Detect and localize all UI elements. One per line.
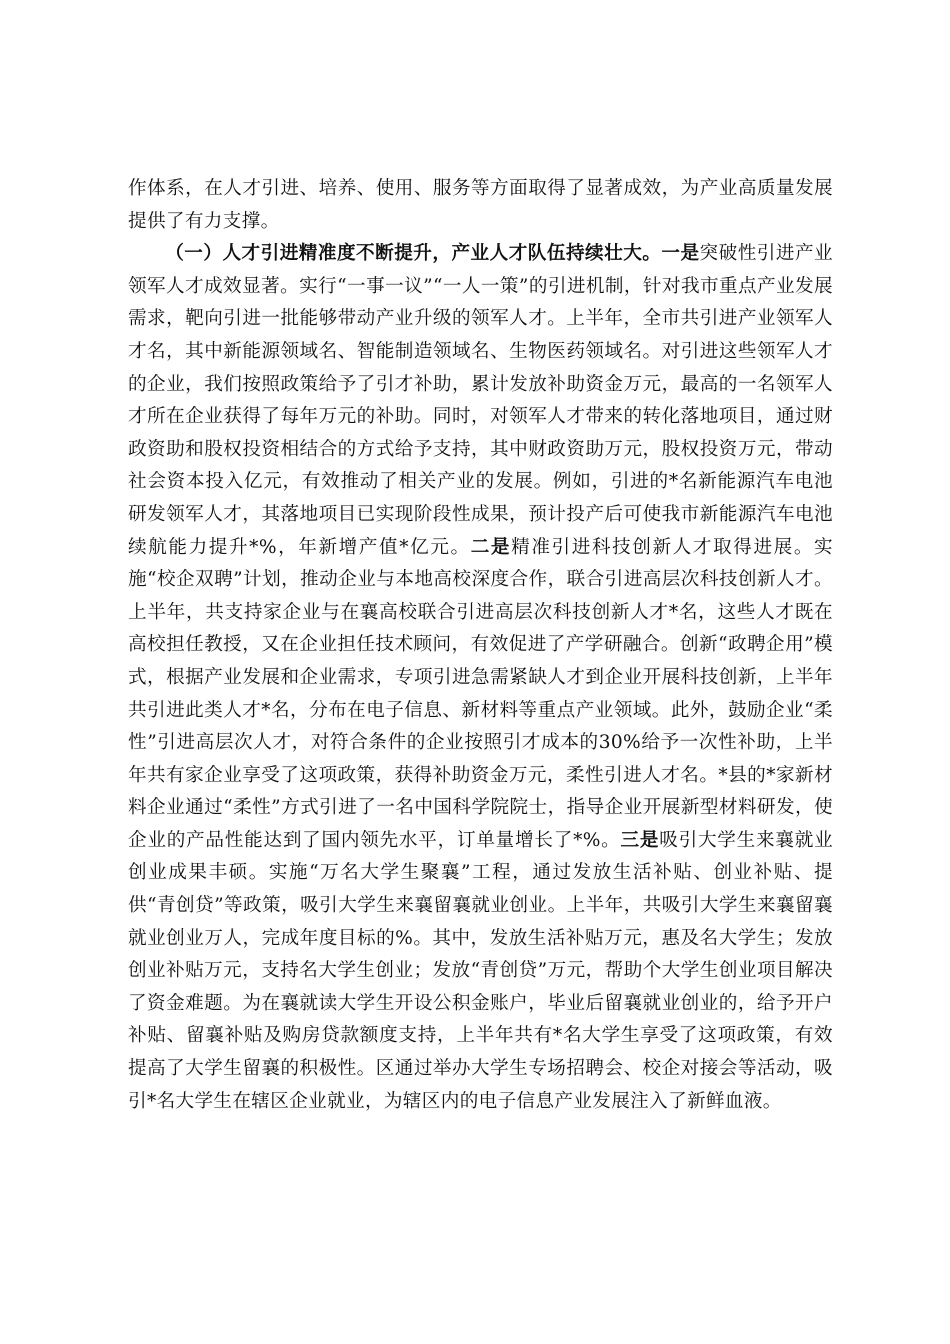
point-3-label: 三是 xyxy=(620,829,660,851)
document-page xyxy=(128,173,833,1118)
point-2-label: 二是 xyxy=(470,536,512,558)
point-1-label: 一是 xyxy=(661,243,700,265)
point-2-text: 精准引进科技创新人才取得进展。实施“校企双聘”计划，推动企业与本地高校深度合作，联合引进高层次科技创新人才。上半年，共支持家企业与在襄高校联合引进高层次科技创新人才*名，这些人才既在高校担任教授，又在企业担任技术顾问，有效促进了产学研融合。创新“政聘企用”模式，根据产业发展和企业需求，专项引进急需紧缺人才到企业开展科技创新，上半年共引进此类人才*名，分布在电子信息、新材料等重点产业领域。此外，鼓励企业“柔性”引进高层次人才，对符合条件的企业按照引才成本的30%给予一次性补助，上半年共有家企业享受了这项政策，获得补助资金万元，柔性引进人才名。*县的*家新材料企业通过“柔性”方式引进了一名中国科学院院士，指导企业开展新型材料研发，使企业的产品性能达到了国内领先水平，订单量增长了*%。 xyxy=(128,536,833,851)
point-1-text: 突破性引进产业领军人才成效显著。实行“一事一议”“一人一策”的引进机制，针对我市重点产业发展需求，靶向引进一批能够带动产业升级的领军人才。上半年，全市共引进产业领军人才名，其中新能源领域名、智能制造领域名、生物医药领域名。对引进这些领军人才的企业，我们按照政策给予了引才补助，累计发放补助资金万元，最高的一名领军人才所在企业获得了每年万元的补助。同时，对领军人才带来的转化落地项目，通过财政资助和股权投资相结合的方式给予支持，其中财政资助万元，股权投资万元，带动社会资本投入亿元，有效推动了相关产业的发展。例如，引进的*名新能源汽车电池研发领军人才，其落地项目已实现阶段性成果，预计投产后可使我市新能源汽车电池续航能力提升*%，年新增产值*亿元。 xyxy=(128,243,833,558)
point-3-text: 吸引大学生来襄就业创业成果丰硕。实施“万名大学生聚襄”工程，通过发放生活补贴、创业补贴、提供“青创贷”等政策，吸引大学生来襄留襄就业创业。上半年，共吸引大学生来襄留襄就业创业万人，完成年度目标的%。其中，发放生活补贴万元，惠及名大学生；发放创业补贴万元，支持名大学生创业；发放“青创贷”万元，帮助个大学生创业项目解决了资金难题。为在襄就读大学生开设公积金账户，毕业后留襄就业创业的，给予开户补贴、留襄补贴及购房贷款额度支持，上半年共有*名大学生享受了这项政策，有效提高了大学生留襄的积极性。区通过举办大学生专场招聘会、校企对接会等活动，吸引*名大学生在辖区企业就业，为辖区内的电子信息产业发展注入了新鲜血液。 xyxy=(128,829,834,1112)
section-1-paragraph xyxy=(128,238,833,1118)
section-1-heading: （一）人才引进精准度不断提升，产业人才队伍持续壮大。 xyxy=(165,243,662,265)
intro-paragraph: 作体系，在人才引进、培养、使用、服务等方面取得了显著成效，为产业高质量发展提供了有力支撑。 xyxy=(128,178,833,232)
